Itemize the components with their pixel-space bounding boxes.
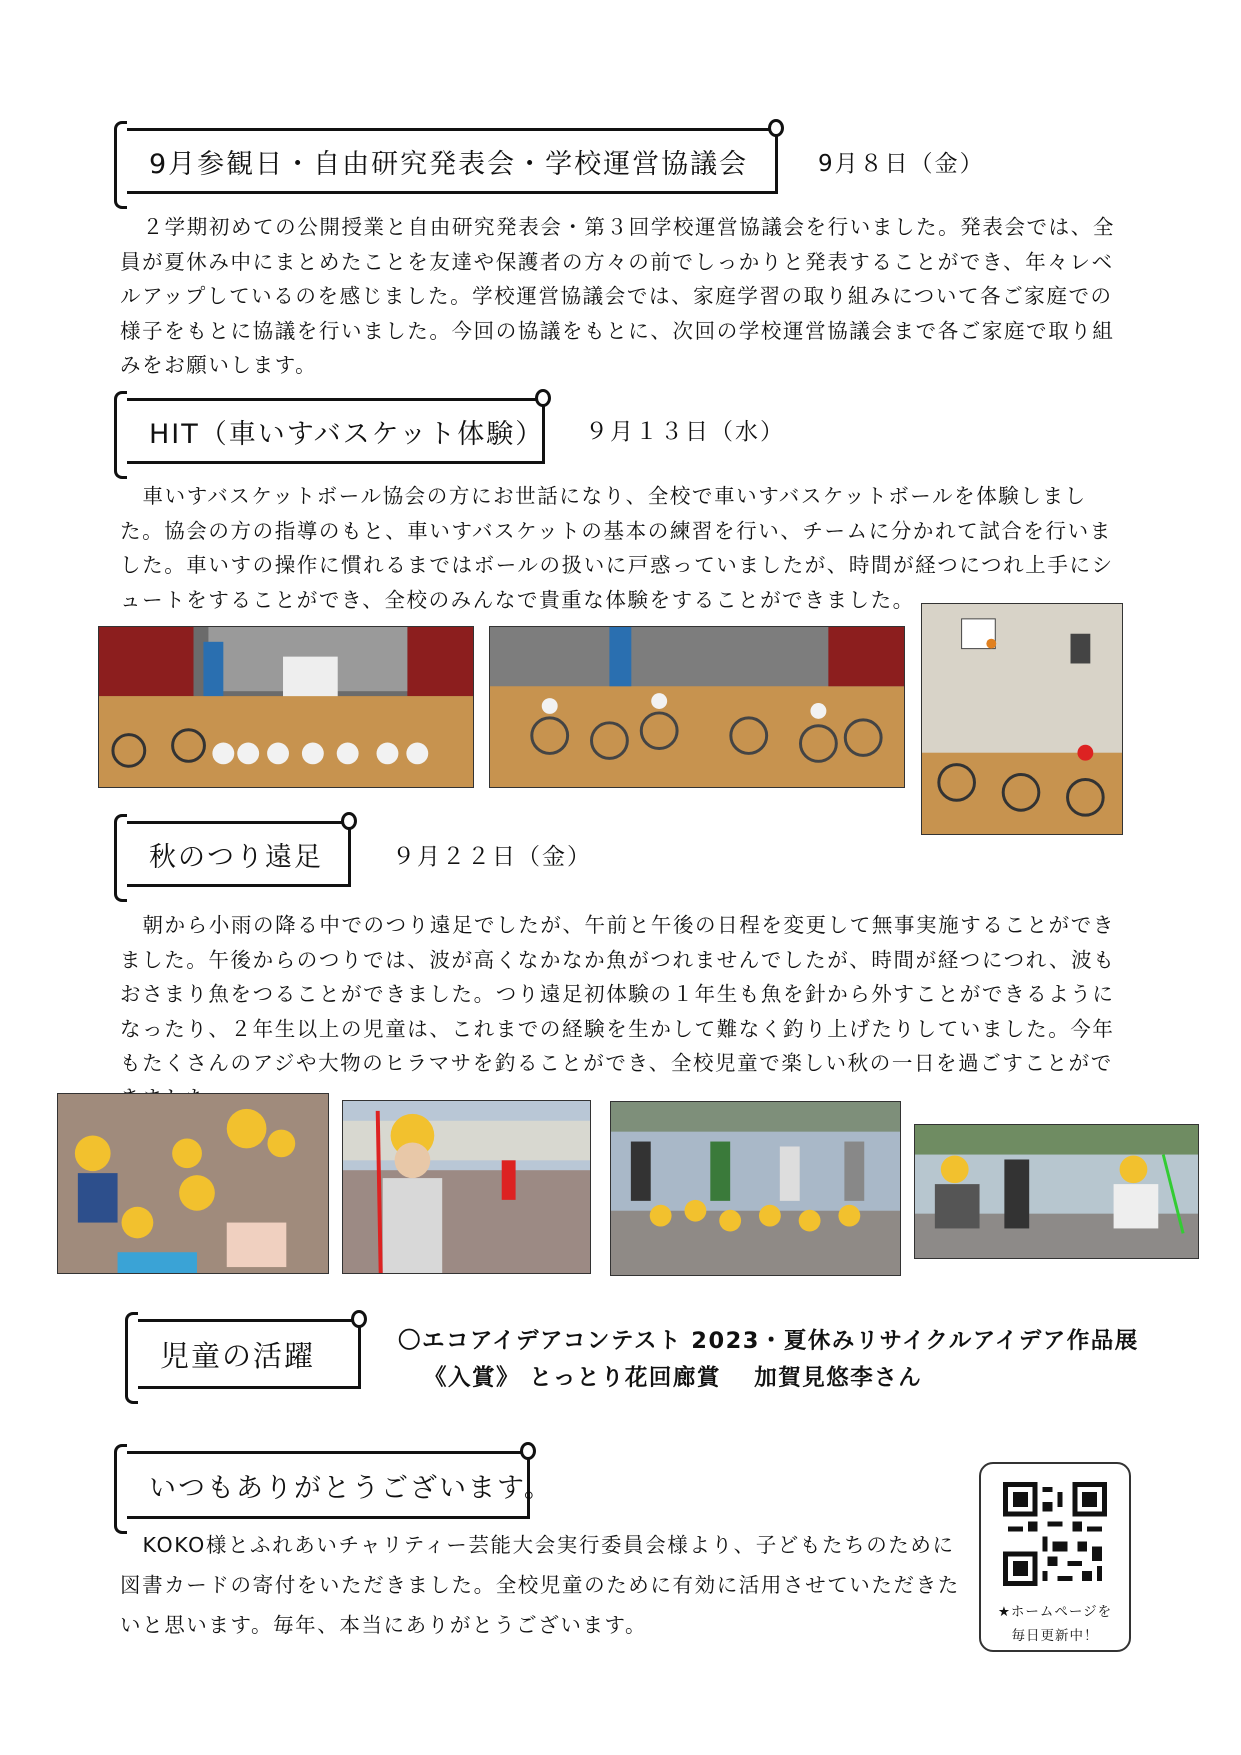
award-contest: 〇エコアイデアコンテスト 2023・夏休みリサイクルアイデア作品展 xyxy=(398,1328,1139,1354)
photo-wheelchair-lecture xyxy=(98,626,474,788)
homepage-qr-card[interactable] xyxy=(979,1462,1131,1652)
section-body: ２学期初めての公開授業と自由研究発表会・第３回学校運営協議会を行いました。発表会では、全員が夏休み中にまとめたことを友達や保護者の方々の前でしっかりと発表することができ、年々レベルアップしているのを感じました。学校運営協議会では、家庭学習の取り組みについて各ご家庭での様子をもとに協議を行いました。今回の協議をもとに、次回の学校運営協議会まで各ご家庭で取り組みをお願いします。 xyxy=(120,215,1115,377)
photo-fishing-group xyxy=(610,1101,901,1276)
photo-wheelchair-practice xyxy=(489,626,905,788)
section-body: KOKO様とふれあいチャリティー芸能大会実行委員会様より、子どもたちのために図書カードの寄付をいただきました。全校児童のために有効に活用させていただきたいと思います。毎年、本当にありがとうございます。 xyxy=(120,1533,960,1637)
section-body: 朝から小雨の降る中でのつり遠足でしたが、午前と午後の日程を変更して無事実施することができました。午後からのつりでは、波が高くなかなか魚がつれませんでしたが、時間が経つにつれ、波もおさまり魚をつることができました。つり遠足初体験の１年生も魚を針から外すことができるようになったり、２年生以上の児童は、これまでの経験を生かして難なく釣り上げたりしていました。今年もたくさんのアジや大物のヒラマサを釣ることができ、全校児童で楽しい秋の一日を過ごすことがで xyxy=(120,913,1116,1075)
section-title-text: 児童の活躍 xyxy=(160,1338,316,1373)
award-result: 《入賞》 とっとり花回廊賞 加賀見悠李さん xyxy=(424,1365,923,1391)
photo-wheelchair-game xyxy=(921,603,1123,835)
section-title-activity xyxy=(131,1319,361,1389)
section-date: 9月８日（金） xyxy=(818,151,985,177)
photo-fishing-pier xyxy=(914,1124,1199,1259)
section-body: 車いすバスケットボール協会の方にお世話になり、全校で車いすバスケットボールを体験しました。協会の方の指導のもと、車いすバスケットの基本の練習を行い、チームに分かれて試合を行いました。車いすの操作に慣れるまではボールの扱いに戸惑っていましたが、時間が経つにつれ上手にシュートをすることができ、全校のみんなで貴重な体験をすることができました。 xyxy=(120,484,1114,612)
section-date: ９月２２日（金） xyxy=(392,844,592,870)
photo-fishing-girl-rod xyxy=(342,1100,591,1274)
qr-caption-line1: ★ホームページを xyxy=(997,1604,1113,1620)
section-title-thanks xyxy=(120,1451,553,1519)
qr-code-icon[interactable] xyxy=(1003,1482,1107,1586)
section-title-text: HIT（車いすバスケット体験） xyxy=(149,418,545,450)
qr-caption-line2: 毎日更新中！ xyxy=(1011,1628,1099,1644)
section-title-text: 9月参観日・自由研究発表会・学校運営協議会 xyxy=(149,148,749,180)
photo-fishing-kids-circle xyxy=(57,1093,329,1274)
section-title-text: 秋のつり遠足 xyxy=(149,841,323,873)
section-title-open-day xyxy=(120,128,778,194)
section-title-text: いつもありがとうございます。 xyxy=(149,1472,553,1504)
section-title-fishing xyxy=(120,821,351,887)
section-title-hit xyxy=(120,398,545,464)
section-date: ９月１３日（水） xyxy=(585,419,785,445)
